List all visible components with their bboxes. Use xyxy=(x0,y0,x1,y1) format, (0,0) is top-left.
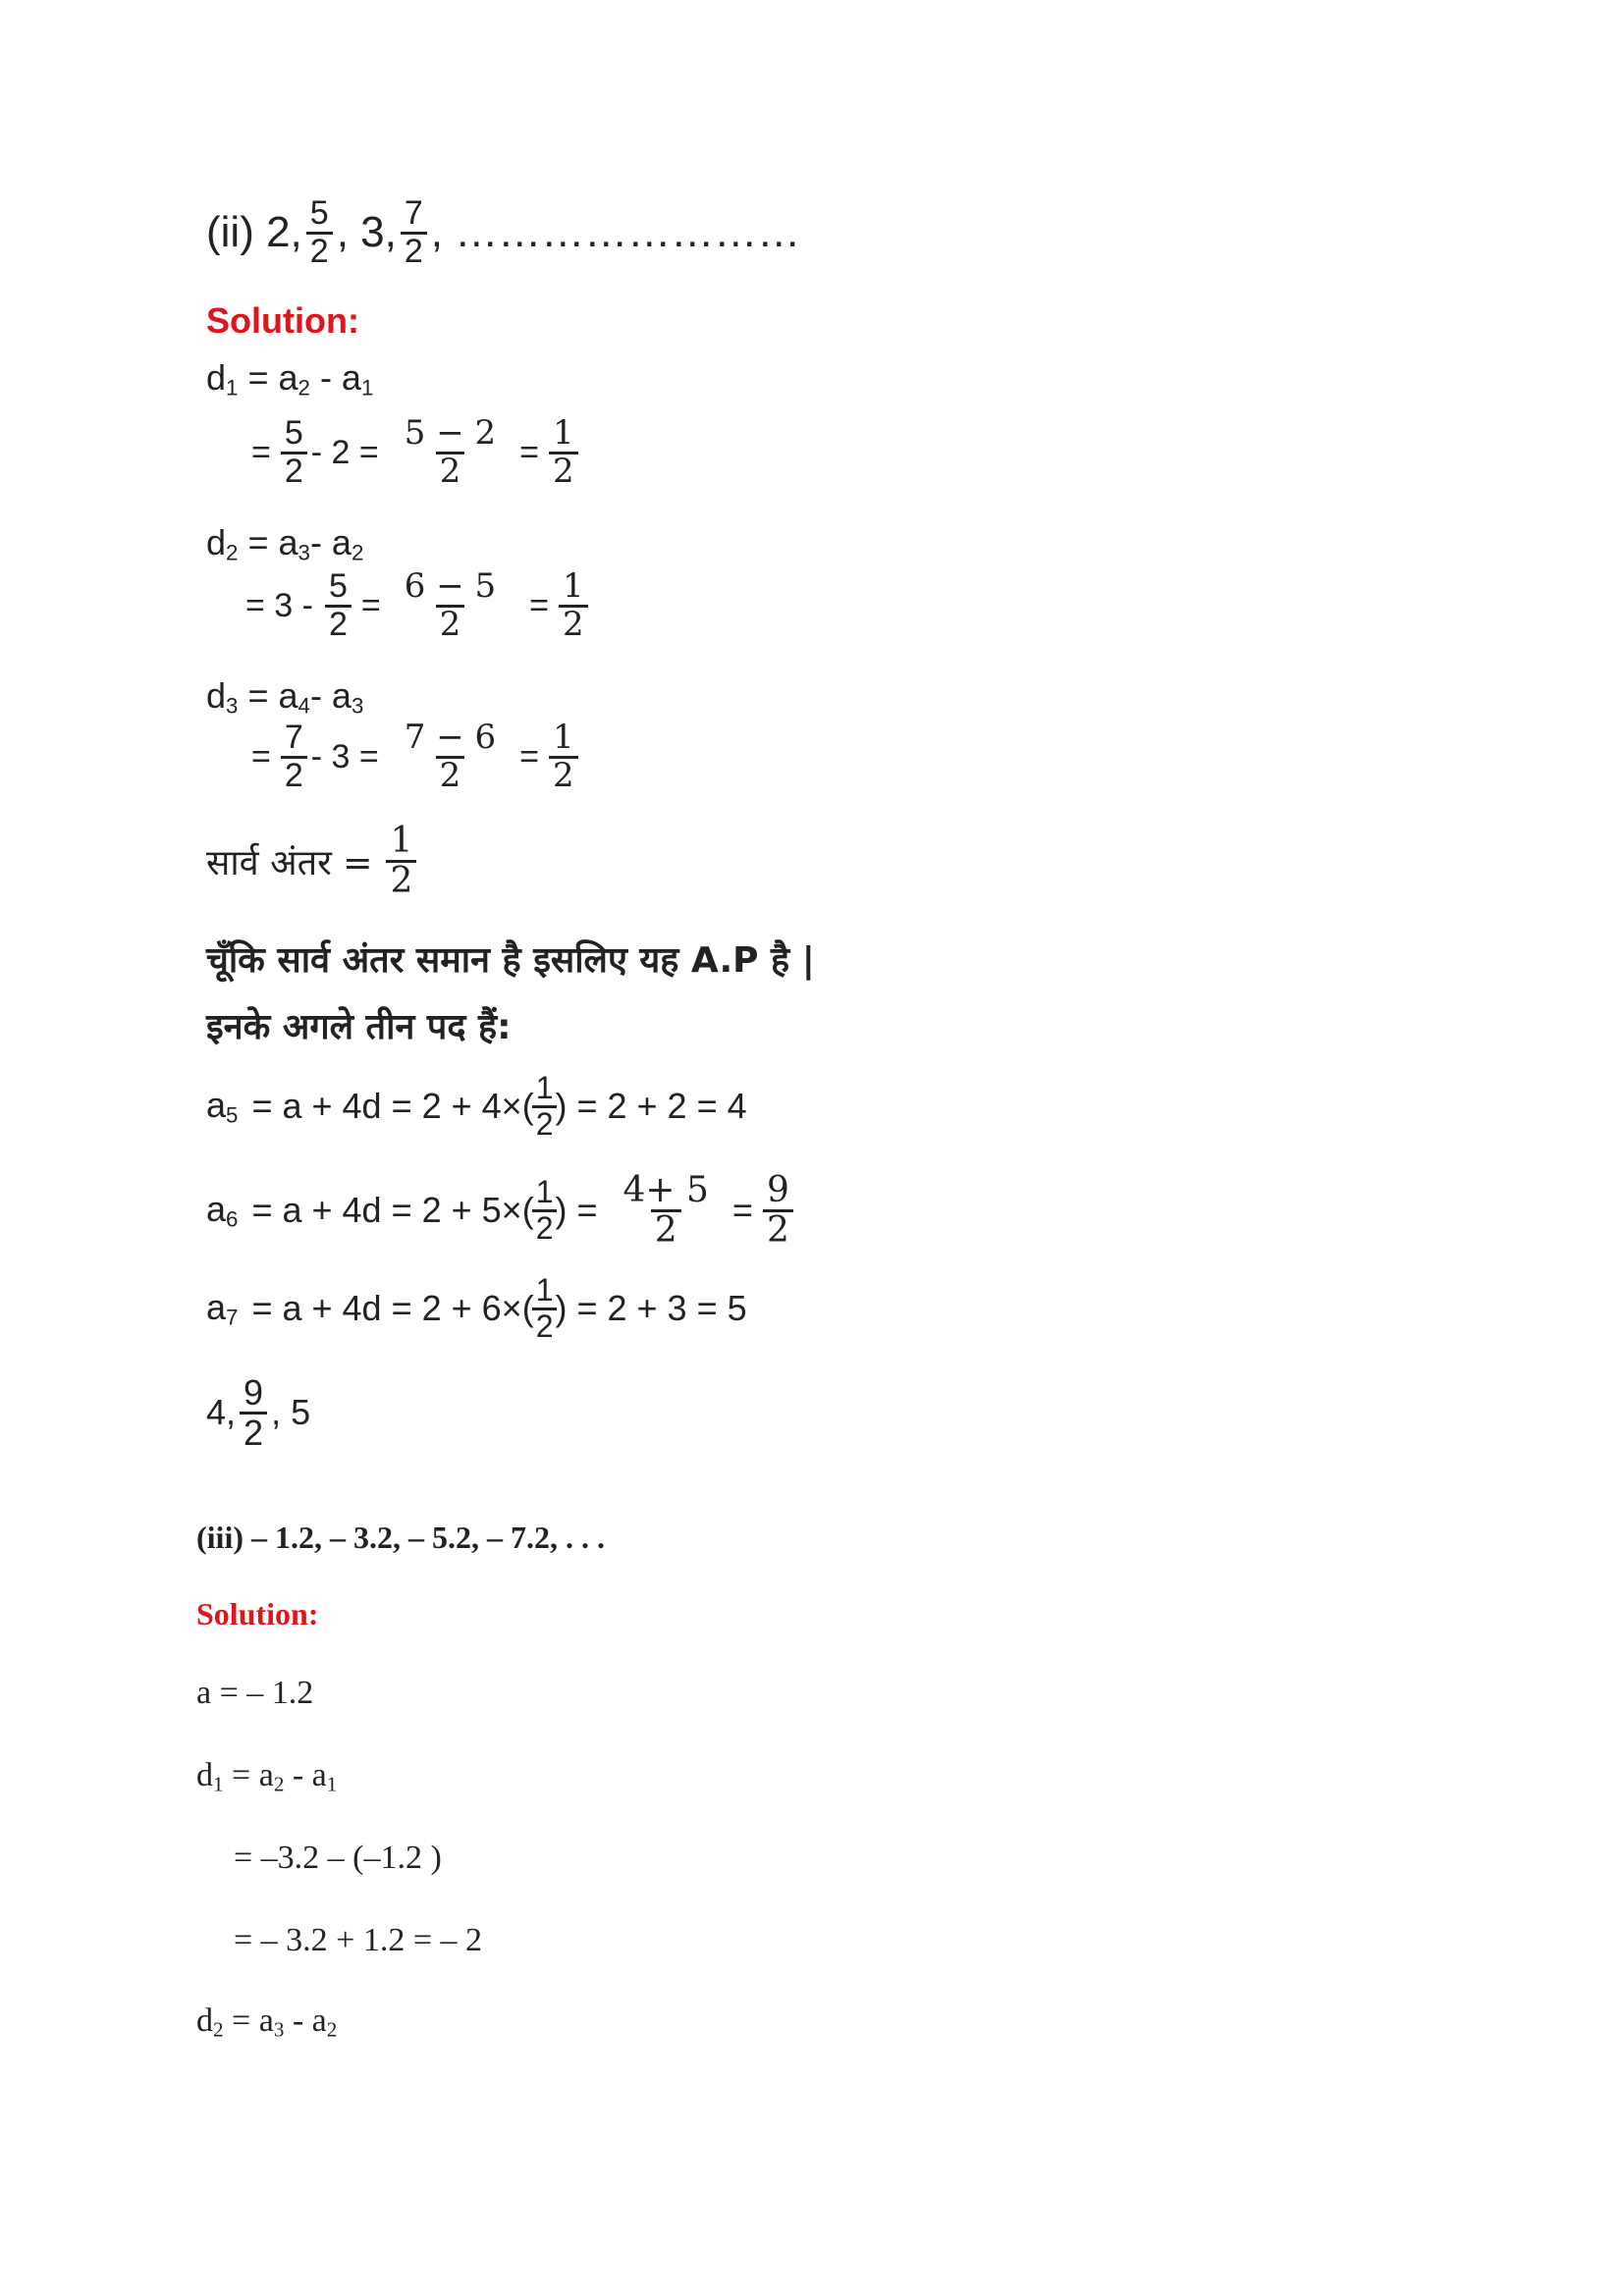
d2-rhs-a: = a xyxy=(223,2002,274,2039)
part2-label: (ii) 2, xyxy=(206,208,302,257)
a6-rest: ) = xyxy=(555,1190,598,1231)
fraction-numerator: 4+ 5 xyxy=(622,1170,709,1210)
part3-d1-line xyxy=(196,1757,337,1796)
d2-subscript: 2 xyxy=(213,2017,224,2042)
fraction-numerator: 7 xyxy=(404,194,423,232)
d2-rhs-minus-a: - a xyxy=(284,2002,327,2039)
a6-symbol xyxy=(206,1189,238,1233)
part2-mid: , 3, xyxy=(336,208,397,257)
common-difference-line xyxy=(206,823,420,900)
fraction-denominator: 2 xyxy=(436,605,465,643)
equals-sign: = xyxy=(360,586,381,624)
d3-fraction-3 xyxy=(549,718,578,795)
fraction-numerator: 1 xyxy=(535,1174,554,1210)
equals-sign: = xyxy=(251,737,271,775)
equals-sign: = xyxy=(251,433,271,471)
d1-computation xyxy=(245,413,582,491)
part2-term2-fraction xyxy=(306,196,333,269)
d1-rhs-minus-a: - a xyxy=(309,357,361,398)
a5-fraction xyxy=(532,1072,558,1141)
equals-sign: = xyxy=(731,1190,753,1231)
d1-fraction-2 xyxy=(391,413,510,491)
fraction-denominator: 2 xyxy=(532,1105,558,1142)
fraction-denominator: 2 xyxy=(559,605,588,643)
d2-fraction-3 xyxy=(559,566,588,644)
fraction-numerator: 6 − 5 xyxy=(404,566,497,606)
part3-step1: = –3.2 – (–1.2 ) xyxy=(234,1840,442,1876)
d2-rhs-minus-a: - a xyxy=(309,522,352,562)
fraction-denominator: 2 xyxy=(549,452,578,490)
d2-rhs-a: = a xyxy=(247,522,298,562)
part3-solution-label: Solution: xyxy=(196,1596,319,1631)
d2-fraction-1 xyxy=(325,569,352,642)
a5-symbol xyxy=(206,1085,238,1129)
d3-definition xyxy=(206,675,363,720)
part3-heading: (iii) – 1.2, – 3.2, – 5.2, – 7.2, . . . xyxy=(196,1520,605,1555)
d1-rhs-a: = a xyxy=(223,1757,274,1793)
a7-fraction xyxy=(532,1274,558,1343)
part2-tail: , …………………… xyxy=(430,208,801,257)
d1-symbol: d xyxy=(196,1757,213,1793)
d1-rhs-sub1: 2 xyxy=(273,1772,285,1796)
fraction-denominator: 2 xyxy=(401,232,427,270)
d3-rhs-minus-a: - a xyxy=(309,675,352,716)
fraction-denominator: 2 xyxy=(386,860,416,900)
a6-line xyxy=(206,1172,797,1250)
fraction-numerator: 5 xyxy=(328,567,348,605)
d1-definition xyxy=(206,357,373,401)
a5-line xyxy=(206,1072,747,1141)
d2-computation xyxy=(245,566,592,644)
fraction-denominator: 2 xyxy=(651,1209,681,1250)
d1-subscript: 1 xyxy=(226,375,239,400)
d3-fraction-2 xyxy=(391,718,510,795)
part2-term4-fraction xyxy=(401,196,427,269)
d2-symbol: d xyxy=(196,2002,213,2039)
d2-definition xyxy=(206,522,363,566)
answer-post: , 5 xyxy=(271,1392,311,1433)
d2-rhs-sub2: 2 xyxy=(326,2017,338,2042)
a5-subscript: 5 xyxy=(226,1102,239,1128)
equals-sign: = xyxy=(519,737,539,775)
part3-step2: = – 3.2 + 1.2 = – 2 xyxy=(234,1922,483,1958)
d1-mid: - 2 = xyxy=(310,433,379,471)
common-difference-fraction xyxy=(386,823,416,900)
a5-main: a xyxy=(206,1084,227,1125)
fraction-numerator: 1 xyxy=(553,718,574,757)
equals-sign: = xyxy=(519,433,539,471)
a5-expression: = a + 4d = 2 + 4×( xyxy=(251,1086,534,1127)
part3-a-line: a = – 1.2 xyxy=(196,1675,314,1711)
fraction-numerator: 7 − 6 xyxy=(404,718,497,757)
a6-fraction-3 xyxy=(763,1172,793,1250)
d3-mid: - 3 = xyxy=(310,737,379,775)
answer-pre: 4, xyxy=(206,1392,237,1433)
part3-d2-line xyxy=(196,2002,337,2042)
d1-fraction-1 xyxy=(281,416,307,489)
d1-symbol: d xyxy=(206,357,227,398)
a6-expression: = a + 4d = 2 + 5×( xyxy=(251,1190,534,1231)
fraction-denominator: 2 xyxy=(549,756,578,794)
a7-line xyxy=(206,1274,747,1343)
fraction-numerator: 5 xyxy=(284,414,303,452)
fraction-denominator: 2 xyxy=(240,1412,267,1452)
fraction-numerator: 5 xyxy=(309,194,329,232)
a6-main: a xyxy=(206,1189,227,1229)
a6-fraction-2 xyxy=(610,1172,723,1250)
d3-rhs-a: = a xyxy=(247,675,298,716)
fraction-numerator: 1 xyxy=(535,1272,554,1308)
d1-rhs-sub2: 1 xyxy=(326,1772,338,1796)
d3-fraction-1 xyxy=(281,721,307,793)
fraction-numerator: 1 xyxy=(390,821,413,861)
part2-heading xyxy=(206,196,800,269)
answer-line xyxy=(206,1374,310,1452)
a7-rest: ) = 2 + 3 = 5 xyxy=(555,1288,747,1329)
d3-computation xyxy=(245,718,582,795)
fraction-numerator: 1 xyxy=(535,1070,554,1105)
answer-fraction xyxy=(240,1374,267,1452)
a7-expression: = a + 4d = 2 + 6×( xyxy=(251,1288,534,1329)
next-terms-line: इनके अगले तीन पद हैं: xyxy=(206,1007,512,1047)
common-difference-label: सार्व अंतर = xyxy=(206,842,373,883)
fraction-denominator: 2 xyxy=(436,756,465,794)
d1-rhs-sub2: 1 xyxy=(360,375,374,400)
solution-label: Solution: xyxy=(206,300,359,341)
d1-rhs-sub1: 2 xyxy=(298,375,310,400)
a6-fraction-1 xyxy=(532,1176,558,1245)
a5-rest: ) = 2 + 2 = 4 xyxy=(555,1086,747,1127)
d3-rhs-sub1: 4 xyxy=(298,693,310,719)
d2-fraction-2 xyxy=(391,566,510,644)
d1-rhs-minus-a: - a xyxy=(284,1757,327,1793)
fraction-numerator: 5 − 2 xyxy=(404,413,497,453)
d3-symbol: d xyxy=(206,675,227,716)
equals-sign: = xyxy=(529,586,549,624)
d1-rhs-a: = a xyxy=(247,357,298,398)
fraction-denominator: 2 xyxy=(281,452,307,490)
d2-subscript: 2 xyxy=(226,540,239,565)
d3-subscript: 3 xyxy=(226,693,239,719)
fraction-numerator: 1 xyxy=(553,413,574,453)
fraction-denominator: 2 xyxy=(306,232,333,270)
fraction-denominator: 2 xyxy=(281,756,307,794)
fraction-denominator: 2 xyxy=(325,605,352,643)
fraction-numerator: 7 xyxy=(284,719,303,756)
conclusion-line: चूँकि सार्व अंतर समान है इसलिए यह A.P है | xyxy=(206,940,815,981)
fraction-numerator: 9 xyxy=(243,1372,264,1413)
d2-rhs-sub2: 2 xyxy=(351,540,364,565)
d2-symbol: d xyxy=(206,522,227,562)
d2-rhs-sub1: 3 xyxy=(273,2017,285,2042)
fraction-denominator: 2 xyxy=(763,1209,793,1250)
a7-main: a xyxy=(206,1286,227,1327)
fraction-numerator: 9 xyxy=(766,1170,789,1210)
fraction-denominator: 2 xyxy=(436,452,465,490)
a6-subscript: 6 xyxy=(226,1206,239,1232)
fraction-denominator: 2 xyxy=(532,1209,558,1246)
d2-rhs-sub1: 3 xyxy=(298,540,310,565)
d1-subscript: 1 xyxy=(213,1772,224,1796)
d3-rhs-sub2: 3 xyxy=(351,693,364,719)
a7-subscript: 7 xyxy=(226,1305,239,1330)
fraction-denominator: 2 xyxy=(532,1308,558,1344)
d1-fraction-3 xyxy=(549,413,578,491)
d2-pre: = 3 - xyxy=(245,586,313,624)
fraction-numerator: 1 xyxy=(563,566,584,606)
a7-symbol xyxy=(206,1287,238,1331)
